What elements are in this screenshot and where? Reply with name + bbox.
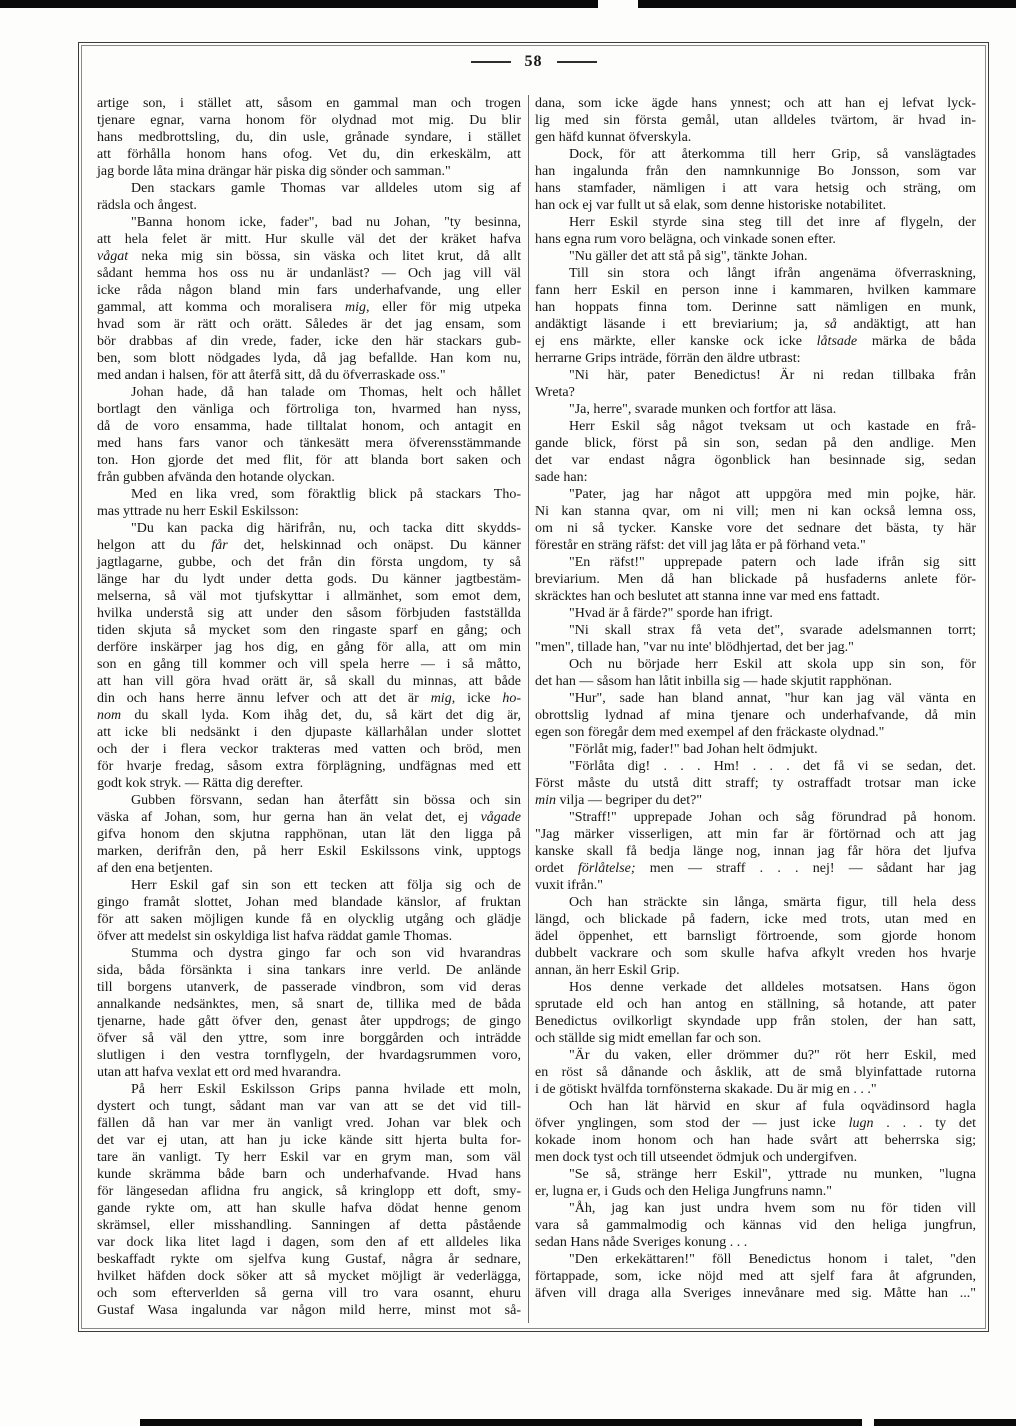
text-line: "Du kan packa dig härifrån, nu, och tacka ditt skydds- <box>131 521 521 536</box>
text-column-left <box>97 95 521 1319</box>
text-line: skrämsel, eller misshandling. Sanningen af detta påstående <box>97 1218 521 1233</box>
text-line: "Ja, herre", svarade munken och fortfor att läsa. <box>569 402 837 417</box>
text-line: förtappade, som, icke nöjd med att sjelf fara åt afgrunden, <box>535 1269 976 1284</box>
text-line: Wreta? <box>535 385 575 400</box>
text-line: andäktigt läsande i ett breviarium; ja, så andäktigt, att han <box>535 317 976 332</box>
text-line: länge har du lydt under detta gods. Du känner jagtbestäm- <box>97 572 521 587</box>
text-line: "Förlåta dig! . . . Hm! . . . det få vi se sedan, det. <box>569 759 976 774</box>
text-line: sedan Hans nåde Sveriges konung . . . <box>535 1235 748 1250</box>
text-line: vuxit ifrån." <box>535 878 603 893</box>
text-line: slutligen i den vestra tornflygeln, der hvardagsrummen voro, <box>97 1048 521 1063</box>
text-line: obrottslig lydnad af mina tjenare och underhafvande, då min <box>535 708 976 723</box>
text-line: och der i flera veckor trakteras med vatten och bröd, men <box>97 742 521 757</box>
text-line: hvilka understå sig att under den såsom förbjuden fastställda <box>97 606 521 621</box>
text-line: det han — såsom han låtit inbilla sig — hade skjutit rapphönan. <box>535 674 892 689</box>
text-line: egen son föregår dem med exempel af den fräckaste olydnad." <box>535 725 885 740</box>
page-number-rule-right <box>557 61 597 63</box>
text-line: Gubben försvann, sedan han återfått sin bössa och sin <box>131 793 521 808</box>
text-line: ordet förlåtelse; men — straff . . . nej! — sådant har jag <box>535 861 977 876</box>
text-line: öfver att medelst sin oskyldiga list hafva räddat gamle Thomas. <box>97 929 453 944</box>
text-line: min vilja — begriper du det?" <box>535 793 703 808</box>
text-line: hans stamfader, nämligen i att vara hetsig och sträng, om <box>535 181 976 196</box>
text-line: Först måste du utstå ditt straff; ty ostraffadt trotsar man icke <box>535 776 976 791</box>
text-line: lig med sin första gemål, utan alldeles tvärtom, är hvad in- <box>535 113 976 128</box>
text-line: förestår en sträng räfst: det vill jag låta er på förhand veta." <box>535 538 866 553</box>
text-line: gifva honom den skjutna rapphönan, utan lät den ligga på <box>97 827 521 842</box>
text-line: Dock, för att återkomma till herr Grip, så vanslägtades <box>569 147 976 162</box>
text-line: han ingalunda från den namnkunnige Bo Jonsson, som var <box>535 164 976 179</box>
text-line: Med en lika vred, som föraktlig blick på stackars Tho- <box>131 487 521 502</box>
text-line: beskaffadt rykte om sjelfva kung Gustaf, några år sednare, <box>97 1252 521 1267</box>
text-line: bortlagt den vänliga och förtroliga ton, hvarmed han nyss, <box>97 402 521 417</box>
text-line: breviarium. Men då han blickade på husfaderns anlete för- <box>535 572 976 587</box>
text-line: Ni kan stanna qvar, om ni vill; men ni kan också lemna oss, <box>535 504 976 519</box>
text-line: icke råda någon bland min fars underhafvande, ung eller <box>97 283 521 298</box>
text-line: "Nu gäller det att stå på sig", tänkte Johan. <box>569 249 808 264</box>
text-line: det var ej utan, att han ju icke kände sitt hjerta bulta for- <box>97 1133 521 1148</box>
text-line: sprutade eld och han antog en ställning, så hotande, att pater <box>535 997 976 1012</box>
text-line: gammal, att komma och moralisera mig, eller för mig utpeka <box>97 300 521 315</box>
text-line: dystert och tungt, sådant man var van att se det vid till- <box>97 1099 521 1114</box>
text-line: jag borde låta mina drängar här piska dig sönder och samman." <box>97 164 451 179</box>
text-line: om ni så tycker. Kanske vore det sednare det bästa, ty här <box>535 521 976 536</box>
text-line: "Ni skall strax få veta det", svarade adelsmannen torrt; <box>569 623 976 638</box>
text-line: vara så gammalmodig och kännas vid den heliga jungfrun, <box>535 1218 976 1233</box>
text-line: med andan i halsen, för att återfå sitt, då du öfverraskade oss." <box>97 368 446 383</box>
text-line: med hans fars vanor och tänkesätt mera öfverensstämmande <box>97 436 521 451</box>
text-line: men dock tyst och till utseendet ödmjuk och undergifven. <box>535 1150 858 1165</box>
text-line: då de voro ensamma, hade tilltalat honom, och antagit en <box>97 419 521 434</box>
text-line: en röst så dånande och åsklik, att de små blyinfattade rutorna <box>535 1065 976 1080</box>
text-line: annan, än herr Eskil Grip. <box>535 963 680 978</box>
text-line: tiden skjuta så mycket som den ringaste sparf en gång; och <box>97 623 521 638</box>
text-line: Johan hade, då han talade om Thomas, helt och hållet <box>131 385 521 400</box>
text-line: nom du skall lyda. Kom ihåg det, du, så kärt det dig är, <box>97 708 521 723</box>
text-line: för hvarje fredag, såsom extra förplägning, undfägnas med ett <box>97 759 521 774</box>
page-border-frame <box>78 42 989 1332</box>
text-line: hans medbrottsling, du, din usle, grånade syndare, i stället <box>97 130 521 145</box>
text-line: Den stackars gamle Thomas var alldeles utom sig af <box>131 181 521 196</box>
text-line: herrarne Grips inträde, förrän den äldre utbrast: <box>535 351 801 366</box>
text-line: dubbelt vackrare och som skulle hafva afkylt vreden hos hvarje <box>535 946 976 961</box>
text-line: det var endast några ögonblick han besinnade sig, sedan <box>535 453 976 468</box>
text-line: för att saken möjligen kunde få en olycklig utgång och glädje <box>97 912 521 927</box>
text-line: gingo framåt slottet, Johan med blandade känslor, af fruktan <box>97 895 521 910</box>
text-line: "men", tillade han, "var nu inte' blödhjertad, det ber jag." <box>535 640 854 655</box>
text-line: längd, och blickade på fadern, icke med trots, utan med en <box>535 912 976 927</box>
text-line: Och han lät härvid en skur af fula oqvädinsord hagla <box>569 1099 976 1114</box>
text-line: fann herr Eskil en person inne i kammaren, hvilken kammare <box>535 283 976 298</box>
text-line: Gustaf Wasa ingalunda var någon mild herre, minst mot så- <box>97 1303 521 1318</box>
text-line: han hoppats finna tom. Derinne satt nämligen en munk, <box>535 300 976 315</box>
text-line: annalkande nedsänktes, men, så snart de, tillika med de båda <box>97 997 521 1012</box>
text-line: gande blick, först på sin son, sedan på den andlige. Men <box>535 436 976 451</box>
text-line: "Åh, jag kan just undra hvem som nu för tiden vill <box>569 1201 976 1216</box>
text-line: öfver så väl den yttre, som inre borggården och inträdde <box>97 1031 521 1046</box>
text-line: hans egna rum voro belägna, och vinkade sonen efter. <box>535 232 836 247</box>
text-line: marken, derifrån den, på herr Eskil Eskilssons vink, upptogs <box>97 844 521 859</box>
scan-edge-artifact-bottom-right <box>874 1419 1016 1426</box>
text-line: son en gång till kommer och vill spela herre — i så måtto, <box>97 657 521 672</box>
text-line: "Den erkekättaren!" föll Benedictus honom i talet, "den <box>569 1252 976 1267</box>
text-line: godt kok stryk. — Rätta dig derefter. <box>97 776 304 791</box>
text-line: artige son, i stället att, såsom en gammal man och trogen <box>97 96 521 111</box>
text-line: att icke bli nedsänkt i den djupaste källarhålan under slottet <box>97 725 521 740</box>
text-line: vågat neka mig sin bössa, sin väska och litet krut, då allt <box>97 249 521 264</box>
text-line: ton. Hon gjorde det med flit, för att blanda bort saken och <box>97 453 521 468</box>
text-line: utan att hafva vexlat ett ord med hvarandra. <box>97 1065 342 1080</box>
scan-edge-artifact-top-right <box>638 0 1016 8</box>
text-line: bör drabbas af din vrede, fader, icke den här stackars gub- <box>97 334 521 349</box>
text-line: "Hvad är å färde?" sporde han ifrigt. <box>569 606 773 621</box>
text-line: tjenare egnar, varna honom för olydnad mot mig. Du blir <box>97 113 521 128</box>
text-line: hvad som är rätt och orätt. Således är det jag ensam, som <box>97 317 521 332</box>
text-line: öfver ynglingen, som stod der — just icke lugn . . . ty det <box>535 1116 976 1131</box>
text-line: gen häfd kunnat öfverskyla. <box>535 130 692 145</box>
text-line: af den ena betjenten. <box>97 861 213 876</box>
text-line: fällen då han var mer än vanligt vred. Johan var blek och <box>97 1116 521 1131</box>
text-line: jagtlagarne, gubbe, och det från din första ungdom, ty så <box>97 555 521 570</box>
text-line: kokade inom honom och han hade svårt att beherrska sig; <box>535 1133 976 1148</box>
text-line: "Jag märker visserligen, att min far är förtörnad och att jag <box>535 827 976 842</box>
text-line: tjenarne, hade gått öfver den, genast åter uppdrogs; de gingo <box>97 1014 521 1029</box>
text-line: gande rykte om, att han skulle hafva dödat henne genom <box>97 1201 521 1216</box>
text-line: ben, som blott nödgades lyda, då jag befallde. Han kom nu, <box>97 351 521 366</box>
text-line: att förhålla honom hans ofog. Vet du, din erkeskälm, att <box>97 147 521 162</box>
text-line: att han vill göra hvad orätt är, så skall du minnas, att både <box>97 674 521 689</box>
text-line: kanske skall få bedja länge nog, innan jag får höra det ljufva <box>535 844 976 859</box>
page-header <box>79 53 988 71</box>
text-line: dana, som icke ägde hans ynnest; och att han ej lefvat lyck- <box>535 96 976 111</box>
text-line: "Straff!" upprepade Johan och såg förundrad på honom. <box>569 810 976 825</box>
text-line: Herr Eskil gaf sin son ett tecken att följa sig och de <box>131 878 521 893</box>
text-line: Benedictus ovilkorligt skyndade upp från stolen, der han satt, <box>535 1014 976 1029</box>
text-line: skräcktes han och beslutet att stanna inne var med ens fattadt. <box>535 589 880 604</box>
text-line: ädel öppenhet, ett barnsligt förtroende, som gjorde honom <box>535 929 976 944</box>
text-line: "Se så, stränge herr Eskil", yttrade nu munken, "lugna <box>569 1167 976 1182</box>
text-line: sade han: <box>535 470 588 485</box>
text-line: melserna, så väl mot tjufskyttar i allmänhet, som emot dem, <box>97 589 521 604</box>
text-line: tare än vanligt. Ty herr Eskil var en grym man, som väl <box>97 1150 521 1165</box>
text-line: "Pater, jag har något att uppgöra med min pojke, här. <box>569 487 976 502</box>
text-line: helgon att du får det, helskinnad och onäpst. Du känner <box>97 538 521 553</box>
text-line: sådant hemma hos oss nu är undanläst? — Och jag vill väl <box>97 266 521 281</box>
scan-edge-artifact-bottom-left <box>140 1419 862 1426</box>
text-line: "Ni här, pater Benedictus! Är ni redan tillbaka från <box>569 368 976 383</box>
text-line: ej ens märkte, eller kanske ock icke låtsade märka de båda <box>535 334 976 349</box>
text-line: sida, båda försänkta i sina tankars inre verld. De anlände <box>97 963 521 978</box>
text-line: "Är du vaken, eller drömmer du?" röt herr Eskil, med <box>569 1048 976 1063</box>
text-line: Till sin stora och långt ifrån angenäma öfverraskning, <box>569 266 976 281</box>
text-line: rädsla och ångest. <box>97 198 197 213</box>
text-line: från gubben afvända den hotande olyckan. <box>97 470 335 485</box>
text-line: äfven vill draga alla Sveriges innevånare med sig. Måtte han ..." <box>535 1286 976 1301</box>
text-line: derföre inskärper jag hos dig, en gång för alla, att om min <box>97 640 521 655</box>
text-line: väska af Johan, som, hur gerna han än velat det, ej vågade <box>97 810 521 825</box>
page-number: 58 <box>524 53 543 70</box>
text-line: till borgens utanverk, de passerade vindbron, som vid deras <box>97 980 521 995</box>
text-line: din och hans herre ännu lefver och att det är mig, icke ho- <box>97 691 521 706</box>
text-line: och ställde sig midt emellan far och son. <box>535 1031 762 1046</box>
text-line: han ock ej var fullt ut så elak, som denne historiske notabilitet. <box>535 198 887 213</box>
text-line: "En räfst!" upprepade patern och lade ifrån sig sitt <box>569 555 976 570</box>
text-line: i de götiskt hvälfda tornfönsterna skakade. Du är mig en . . ." <box>535 1082 877 1097</box>
text-line: Och nu började herr Eskil att skola upp sin son, för <box>569 657 976 672</box>
text-line: hvilket häfden dock söker att så mycket möjligt är vederlägga, <box>97 1269 521 1284</box>
page-number-rule-left <box>471 61 511 63</box>
text-line: kunde skrämma både barn och underhafvande. Hvad hans <box>97 1167 521 1182</box>
text-line: Hos denne verkade det alldeles motsatsen. Hans ögon <box>569 980 976 995</box>
text-line: "Banna honom icke, fader", bad nu Johan, "ty besinna, <box>131 215 521 230</box>
text-line: Och han sträckte sin långa, smärta figur, till hela dess <box>569 895 976 910</box>
scan-edge-artifact-top-left <box>0 0 598 8</box>
text-line: På herr Eskil Eskilsson Grips panna hvilade ett moln, <box>131 1082 521 1097</box>
text-line: "Hur", sade han bland annat, "hur kan jag väl vänta en <box>569 691 976 706</box>
text-line: Herr Eskil såg något tveksam ut och kastade en frå- <box>569 419 976 434</box>
text-line: er, lugna er, i Guds och den Heliga Jungfruns namn." <box>535 1184 832 1199</box>
text-line: Herr Eskil styrde sina steg till det inre af flygeln, der <box>569 215 976 230</box>
column-divider-rule <box>528 95 529 1323</box>
text-line: Stumma och dystra gingo far och son vid hvarandras <box>131 946 521 961</box>
text-line: "Förlåt mig, fader!" bad Johan helt ödmjukt. <box>569 742 818 757</box>
text-line: mas yttrade nu herr Eskil Eskilsson: <box>97 504 299 519</box>
text-line: var dock lika litet lagd i dagen, som den af ett alldeles lika <box>97 1235 521 1250</box>
text-line: att hela felet är mitt. Hur skulle väl det der kräket hafva <box>97 232 521 247</box>
text-column-right <box>535 95 976 1302</box>
text-line: för längesedan aflidna fru angick, så kringlopp ett doft, smy- <box>97 1184 521 1199</box>
text-line: och som efterverlden så gerna vill tro vara osannt, ehuru <box>97 1286 521 1301</box>
